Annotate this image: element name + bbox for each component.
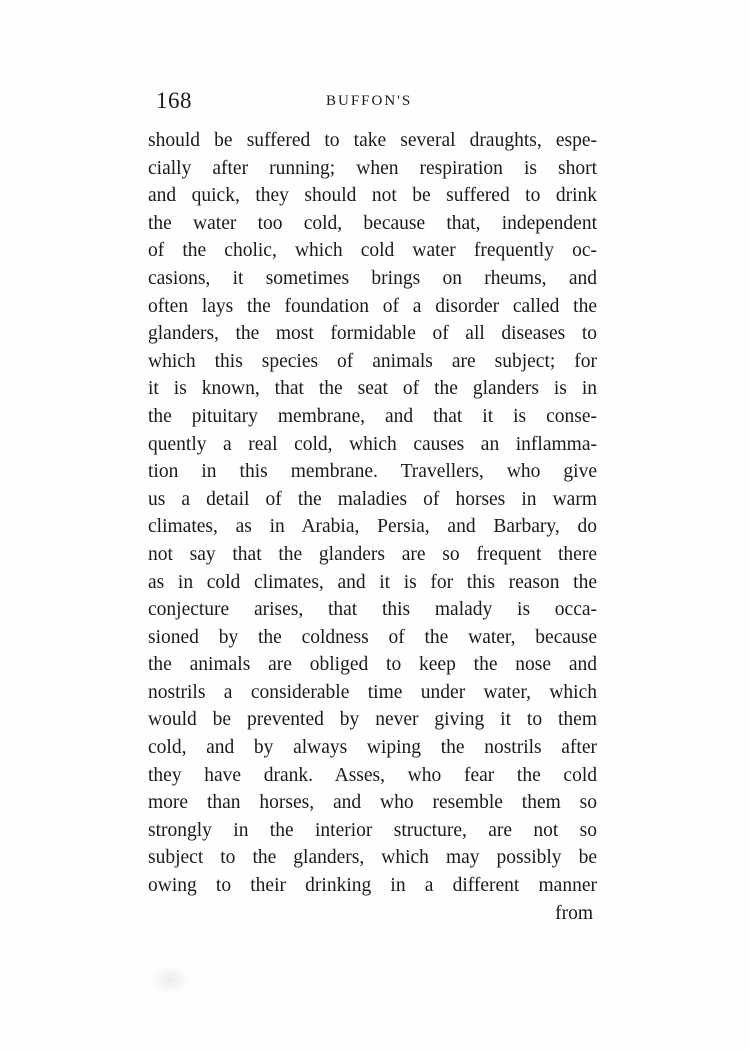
text-line: strongly in the interior structure, are not so xyxy=(148,819,597,841)
text-line: should be suffered to take several draughts, espe- xyxy=(148,130,597,151)
text-line: climates, as in Arabia, Persia, and Barbary, do xyxy=(148,516,597,538)
running-title: BUFFON'S xyxy=(326,93,413,109)
text-line: it is known, that the seat of the glanders is in xyxy=(148,378,597,400)
text-line: glanders, the most formidable of all diseases to xyxy=(148,323,597,345)
text-line: quently a real cold, which causes an inflamma- xyxy=(148,433,597,455)
text-line: cold, and by always wiping the nostrils after xyxy=(148,737,597,759)
text-line: the animals are obliged to keep the nose and xyxy=(148,654,597,676)
text-line: more than horses, and who resemble them so xyxy=(148,792,597,814)
text-line: as in cold climates, and it is for this reason the xyxy=(148,571,597,593)
catchword: from xyxy=(555,902,593,924)
body-text xyxy=(148,127,597,927)
text-line: the pituitary membrane, and that it is conse- xyxy=(148,405,597,427)
text-line: of the cholic, which cold water frequently oc- xyxy=(148,240,597,262)
text-line: nostrils a considerable time under water, which xyxy=(148,681,597,703)
text-line: often lays the foundation of a disorder called the xyxy=(148,295,597,317)
text-line: cially after running; when respiration is short xyxy=(148,157,597,179)
text-line: they have drank. Asses, who fear the cold xyxy=(148,764,597,786)
text-line: would be prevented by never giving it to them xyxy=(148,709,597,731)
text-line: tion in this membrane. Travellers, who give xyxy=(148,461,597,483)
text-line: which this species of animals are subject; for xyxy=(148,350,597,372)
running-head xyxy=(156,88,598,118)
text-line: casions, it sometimes brings on rheums, and xyxy=(148,267,597,289)
text-line: us a detail of the maladies of horses in warm xyxy=(148,488,597,510)
text-line: not say that the glanders are so frequent there xyxy=(148,543,597,565)
text-line: subject to the glanders, which may possibly be xyxy=(148,847,597,869)
text-line: conjecture arises, that this malady is occa- xyxy=(148,599,597,621)
text-line: and quick, they should not be suffered to drink xyxy=(148,185,597,207)
paper-smudge xyxy=(150,965,190,995)
text-line: sioned by the coldness of the water, because xyxy=(148,626,597,648)
page-number: 168 xyxy=(156,88,192,113)
text-line: the water too cold, because that, independent xyxy=(148,212,597,234)
text-line: owing to their drinking in a different manner xyxy=(148,875,597,897)
